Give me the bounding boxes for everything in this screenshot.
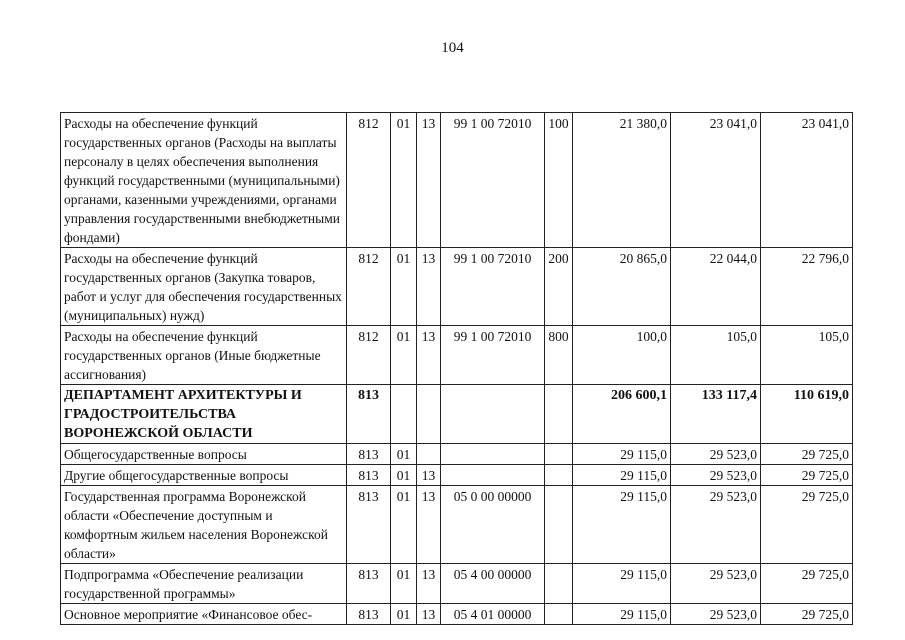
- table-row: [61, 385, 853, 444]
- cell-ministry-code: 812: [347, 248, 391, 326]
- cell-amount-year-2: 29 523,0: [671, 444, 761, 465]
- cell-expense-type: [545, 604, 573, 625]
- cell-amount-year-2: 133 117,4: [671, 385, 761, 444]
- table-row: [61, 486, 853, 564]
- cell-subsection: 13: [417, 248, 441, 326]
- cell-amount-year-2: 105,0: [671, 326, 761, 385]
- cell-amount-year-3: 29 725,0: [761, 604, 853, 625]
- cell-ministry-code: 813: [347, 465, 391, 486]
- cell-section: 01: [391, 604, 417, 625]
- cell-amount-year-2: 29 523,0: [671, 564, 761, 604]
- cell-target-article: [441, 444, 545, 465]
- cell-expense-type: 100: [545, 113, 573, 248]
- cell-expense-type: [545, 465, 573, 486]
- cell-target-article: 05 4 00 00000: [441, 564, 545, 604]
- cell-section: 01: [391, 486, 417, 564]
- cell-expense-type: 200: [545, 248, 573, 326]
- cell-target-article: [441, 385, 545, 444]
- cell-amount-year-1: 29 115,0: [573, 486, 671, 564]
- cell-amount-year-2: 22 044,0: [671, 248, 761, 326]
- cell-subsection: 13: [417, 604, 441, 625]
- cell-description: Расходы на обеспечение функций государственных органов (Иные бюджетные ассигнования): [61, 326, 347, 385]
- cell-amount-year-3: 29 725,0: [761, 564, 853, 604]
- cell-amount-year-1: 29 115,0: [573, 604, 671, 625]
- cell-section: 01: [391, 465, 417, 486]
- cell-description: Общегосударственные вопросы: [61, 444, 347, 465]
- cell-subsection: 13: [417, 326, 441, 385]
- cell-section: 01: [391, 326, 417, 385]
- cell-description: Расходы на обеспечение функций государственных органов (Закупка товаров, работ и услуг для обеспечения государственных (муниципальных) нужд): [61, 248, 347, 326]
- cell-subsection: 13: [417, 465, 441, 486]
- cell-section: 01: [391, 444, 417, 465]
- page-number: 104: [441, 40, 464, 56]
- table-row: [61, 113, 853, 248]
- cell-amount-year-1: 29 115,0: [573, 564, 671, 604]
- table-row: [61, 465, 853, 486]
- cell-amount-year-1: 206 600,1: [573, 385, 671, 444]
- cell-amount-year-1: 21 380,0: [573, 113, 671, 248]
- cell-subsection: [417, 444, 441, 465]
- table-row: [61, 604, 853, 625]
- cell-section: [391, 385, 417, 444]
- cell-target-article: 05 4 01 00000: [441, 604, 545, 625]
- cell-target-article: [441, 465, 545, 486]
- cell-description: ДЕПАРТАМЕНТ АРХИТЕКТУРЫ И ГРАДОСТРОИТЕЛЬСТВА ВОРОНЕЖСКОЙ ОБЛАСТИ: [61, 385, 347, 444]
- table-row: [61, 564, 853, 604]
- cell-expense-type: [545, 385, 573, 444]
- cell-amount-year-1: 29 115,0: [573, 444, 671, 465]
- cell-section: 01: [391, 564, 417, 604]
- cell-ministry-code: 813: [347, 564, 391, 604]
- cell-expense-type: [545, 444, 573, 465]
- cell-section: 01: [391, 248, 417, 326]
- cell-target-article: 99 1 00 72010: [441, 326, 545, 385]
- cell-description: Другие общегосударственные вопросы: [61, 465, 347, 486]
- table-row: [61, 326, 853, 385]
- cell-target-article: 99 1 00 72010: [441, 113, 545, 248]
- cell-ministry-code: 813: [347, 486, 391, 564]
- cell-amount-year-2: 29 523,0: [671, 604, 761, 625]
- cell-ministry-code: 813: [347, 604, 391, 625]
- cell-subsection: [417, 385, 441, 444]
- cell-amount-year-1: 20 865,0: [573, 248, 671, 326]
- cell-amount-year-3: 29 725,0: [761, 444, 853, 465]
- cell-amount-year-3: 23 041,0: [761, 113, 853, 248]
- cell-amount-year-1: 29 115,0: [573, 465, 671, 486]
- cell-expense-type: 800: [545, 326, 573, 385]
- cell-description: Подпрограмма «Обеспечение реализации государственной программы»: [61, 564, 347, 604]
- budget-table: [60, 112, 853, 625]
- cell-amount-year-3: 105,0: [761, 326, 853, 385]
- cell-section: 01: [391, 113, 417, 248]
- cell-amount-year-3: 29 725,0: [761, 486, 853, 564]
- cell-ministry-code: 813: [347, 385, 391, 444]
- cell-subsection: 13: [417, 113, 441, 248]
- cell-amount-year-3: 110 619,0: [761, 385, 853, 444]
- cell-ministry-code: 812: [347, 326, 391, 385]
- cell-subsection: 13: [417, 564, 441, 604]
- cell-ministry-code: 812: [347, 113, 391, 248]
- cell-ministry-code: 813: [347, 444, 391, 465]
- cell-target-article: 99 1 00 72010: [441, 248, 545, 326]
- cell-amount-year-3: 29 725,0: [761, 465, 853, 486]
- cell-expense-type: [545, 486, 573, 564]
- cell-amount-year-2: 29 523,0: [671, 486, 761, 564]
- cell-expense-type: [545, 564, 573, 604]
- cell-target-article: 05 0 00 00000: [441, 486, 545, 564]
- cell-description: Расходы на обеспечение функций государственных органов (Расходы на выплаты персоналу в целях обеспечения выполнения функций государственными (муниципальными) органами, казенными учреждениями, органами управления государственными внебюджетными фондами): [61, 113, 347, 248]
- cell-amount-year-1: 100,0: [573, 326, 671, 385]
- table-body: [61, 113, 853, 625]
- cell-amount-year-3: 22 796,0: [761, 248, 853, 326]
- table-row: [61, 444, 853, 465]
- cell-description: Основное мероприятие «Финансовое обес-: [61, 604, 347, 625]
- cell-amount-year-2: 23 041,0: [671, 113, 761, 248]
- cell-amount-year-2: 29 523,0: [671, 465, 761, 486]
- cell-description: Государственная программа Воронежской области «Обеспечение доступным и комфортным жильем населения Воронежской области»: [61, 486, 347, 564]
- table-row: [61, 248, 853, 326]
- cell-subsection: 13: [417, 486, 441, 564]
